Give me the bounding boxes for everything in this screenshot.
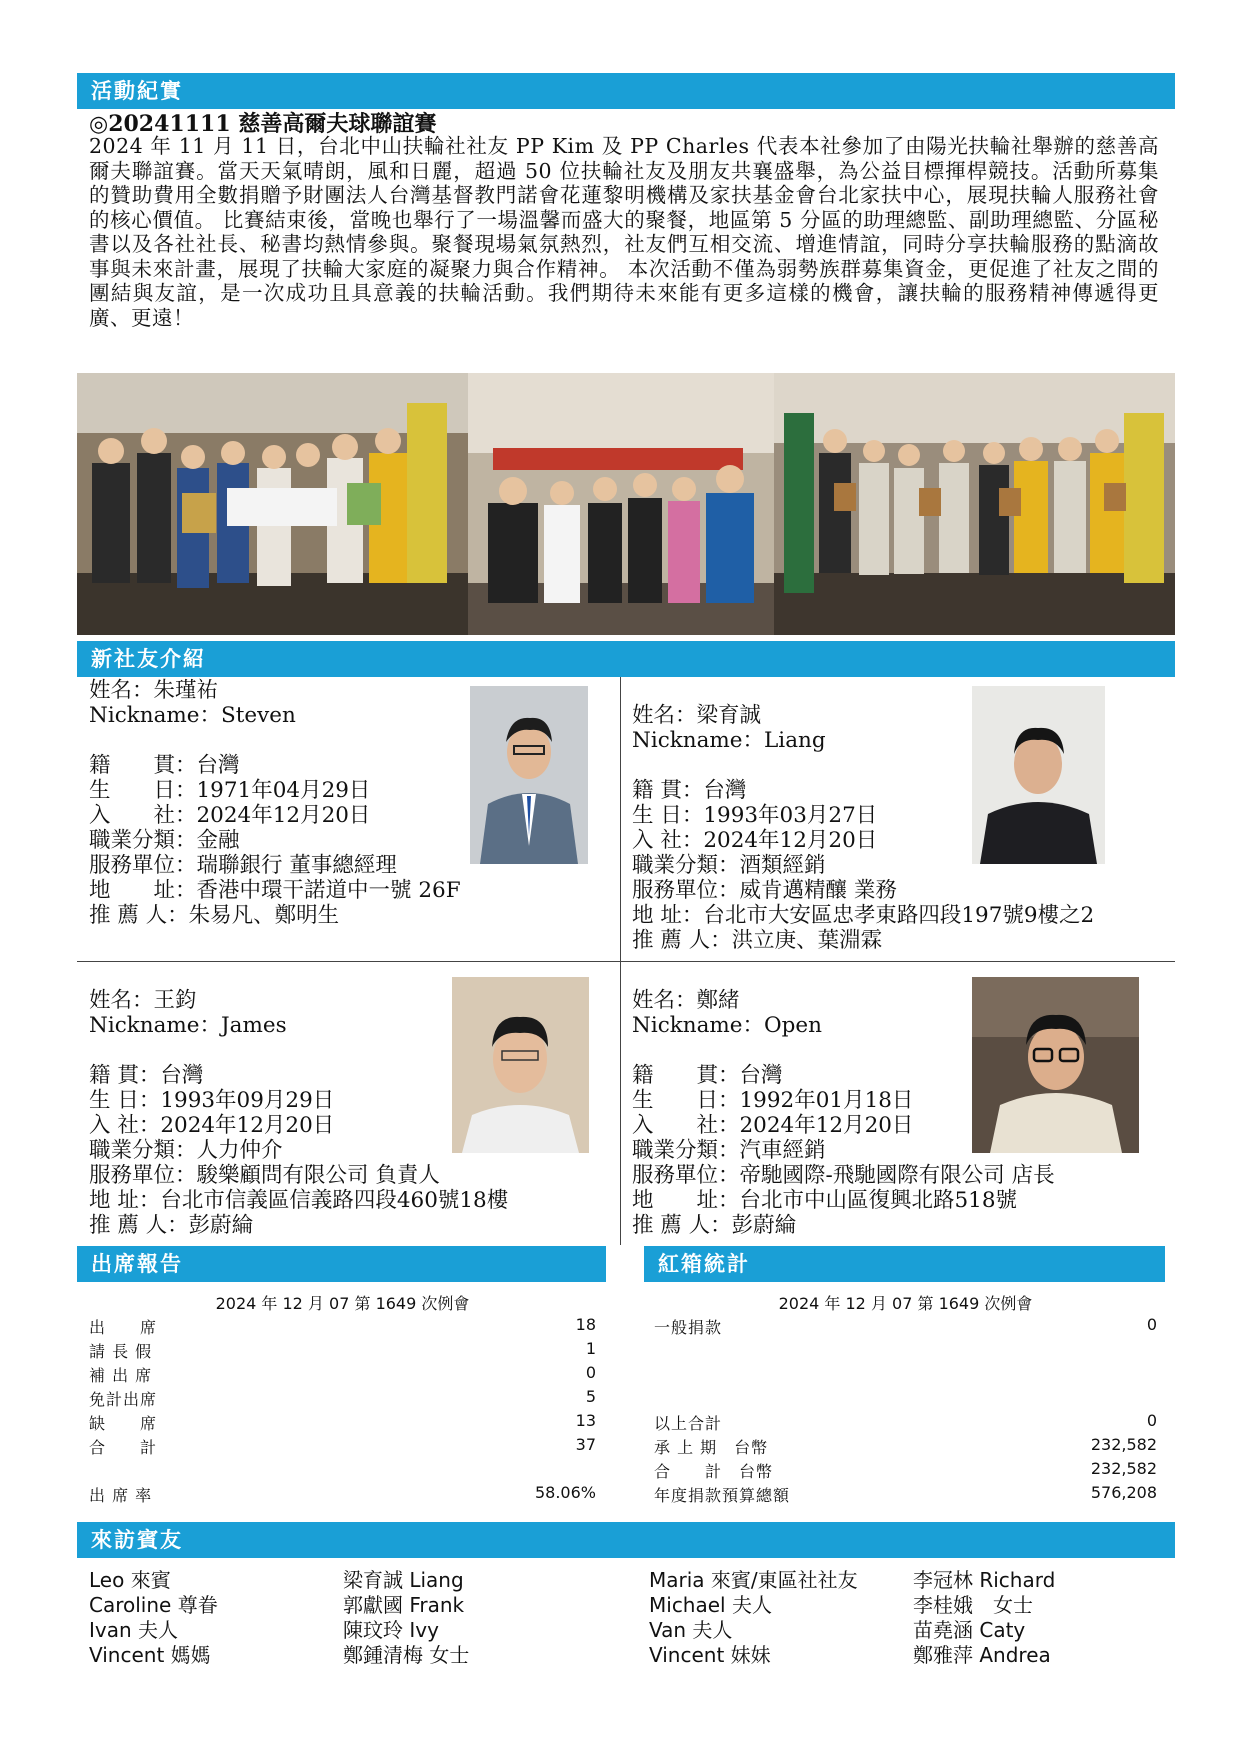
member-name: 姓名：王鈞 <box>89 988 197 1013</box>
member-birthday: 生 日：1993年09月29日 <box>89 1088 335 1113</box>
attendance-label: 缺 席 <box>89 1414 158 1433</box>
visitor-column-4 <box>913 1568 1055 1668</box>
article-body: 2024 年 11 月 11 日，台北中山扶輪社社友 PP Kim 及 PP Charles 代表本社參加了由陽光扶輪社舉辦的慈善高爾夫聯誼賽。當天天氣晴朗，風和日麗，超過 50 位扶輪社友及朋友共襄盛舉，為公益目標揮桿競技。活動所募集的贊助費用全數捐贈予財團法人台灣基督教門諾會花蓮黎明機構及家扶基金會台北家扶中心，展現扶輪人服務社會的核心價值。 比賽結束後，當晚也舉行了一場溫馨而盛大的聚餐，地區第 5 分區的助理總監、副助理總監、分區秘書以及各社社長、秘書均熱情參與。聚餐現場氣氛熱烈，社友們互相交流、增進情誼，同時分享扶輪服務的點滴故事與未來計畫，展現了扶輪大家庭的凝聚力與合作精神。 本次活動不僅為弱勢族群募集資金，更促進了社友之間的團結與友誼，是一次成功且具意義的扶輪活動。我們期待未來能有更多這樣的機會，讓扶輪的服務精神傳遞得更廣、更遠！ <box>89 134 1159 330</box>
member-category: 職業分類：汽車經銷 <box>632 1138 826 1163</box>
red-box-label: 合 計 台幣 <box>654 1462 774 1481</box>
red-box-label: 承 上 期 台幣 <box>654 1438 769 1457</box>
visitor-entry: 李桂娥 女士 <box>913 1593 1033 1617</box>
event-photo-strip <box>77 373 1175 635</box>
red-box-label: 年度捐款預算總額 <box>654 1486 791 1505</box>
member-nickname: Nickname：Steven <box>89 703 296 728</box>
member-join-date: 入 社：2024年12月20日 <box>89 1113 335 1138</box>
visitor-entry: 鄭鍾清梅 女士 <box>343 1643 470 1667</box>
attendance-value: 37 <box>575 1435 596 1454</box>
visitor-entry: 苗堯涵 Caty <box>913 1618 1026 1642</box>
attendance-label: 免計出席 <box>89 1390 158 1409</box>
member-address: 地 址：香港中環干諾道中一號 26F <box>89 878 461 903</box>
attendance-label: 請 長 假 <box>89 1342 153 1361</box>
member-category: 職業分類：金融 <box>89 828 240 853</box>
visitor-column-3 <box>649 1568 858 1668</box>
attendance-value: 0 <box>585 1363 596 1382</box>
member-category: 職業分類：酒類經銷 <box>632 853 826 878</box>
visitor-entry: Leo 來賓 <box>89 1568 171 1592</box>
attendance-rate-value: 58.06% <box>534 1483 596 1502</box>
attendance-label: 合 計 <box>89 1438 158 1457</box>
member-sponsor: 推 薦 人：彭蔚綸 <box>89 1213 254 1238</box>
attendance-rate-label: 出 席 率 <box>89 1486 153 1505</box>
member-join-date: 入 社：2024年12月20日 <box>89 803 371 828</box>
member-origin: 籍 貫：台灣 <box>632 1063 783 1088</box>
article-title: ◎20241111 慈善高爾夫球聯誼賽 <box>89 111 437 137</box>
visitor-entry: 陳玟玲 Ivy <box>343 1618 439 1642</box>
member-portrait-4 <box>972 977 1139 1153</box>
event-photo-3 <box>774 373 1175 635</box>
visitor-entry: 梁育誠 Liang <box>343 1568 464 1592</box>
member-card-1 <box>89 678 461 928</box>
member-grid-divider-horizontal <box>77 961 1175 962</box>
section-header-red-box: 紅箱統計 <box>644 1246 1165 1282</box>
member-sponsor: 推 薦 人：彭蔚綸 <box>632 1213 797 1238</box>
attendance-meeting-title: 2024 年 12 月 07 第 1649 次例會 <box>215 1294 470 1313</box>
visitor-entry: Maria 來賓/東區社社友 <box>649 1568 858 1592</box>
member-company: 服務單位：威肯邁精釀 業務 <box>632 878 897 903</box>
red-box-label: 以上合計 <box>654 1414 723 1433</box>
member-nickname: Nickname：James <box>89 1013 287 1038</box>
member-address: 地 址：台北市中山區復興北路518號 <box>632 1188 1018 1213</box>
visitor-entry: Vincent 妹妹 <box>649 1643 771 1667</box>
event-photo-1 <box>77 373 468 635</box>
member-name: 姓名：梁育誠 <box>632 703 762 728</box>
visitor-entry: Ivan 夫人 <box>89 1618 179 1642</box>
event-photo-2 <box>468 373 774 635</box>
visitor-entry: 鄭雅萍 Andrea <box>913 1643 1051 1667</box>
red-box-table <box>654 1291 1157 1511</box>
attendance-value: 13 <box>575 1411 596 1430</box>
attendance-value: 1 <box>585 1339 596 1358</box>
member-nickname: Nickname：Open <box>632 1013 822 1038</box>
member-origin: 籍 貫：台灣 <box>632 778 747 803</box>
member-address: 地 址：台北市信義區信義路四段460號18樓 <box>89 1188 509 1213</box>
member-company: 服務單位：帝馳國際-飛馳國際有限公司 店長 <box>632 1163 1055 1188</box>
section-header-attendance: 出席報告 <box>77 1246 606 1282</box>
member-category: 職業分類：人力仲介 <box>89 1138 283 1163</box>
member-company: 服務單位：駿樂顧問有限公司 負責人 <box>89 1163 440 1188</box>
visitor-entry: Vincent 媽媽 <box>89 1643 211 1667</box>
red-box-value: 232,582 <box>1090 1435 1157 1454</box>
red-box-label: 一般捐款 <box>654 1318 723 1337</box>
visitor-entry: 郭獻國 Frank <box>343 1593 465 1617</box>
attendance-value: 5 <box>585 1387 596 1406</box>
member-birthday: 生 日：1971年04月29日 <box>89 778 371 803</box>
member-address: 地 址：台北市大安區忠孝東路四段197號9樓之2 <box>632 903 1095 928</box>
section-header-new-members: 新社友介紹 <box>77 641 1175 677</box>
member-portrait-1 <box>470 686 588 864</box>
attendance-table <box>89 1291 596 1511</box>
red-box-value: 576,208 <box>1090 1483 1157 1502</box>
member-birthday: 生 日：1993年03月27日 <box>632 803 878 828</box>
section-header-activity: 活動紀實 <box>77 73 1175 109</box>
visitor-entry: Michael 夫人 <box>649 1593 772 1617</box>
red-box-meeting-title: 2024 年 12 月 07 第 1649 次例會 <box>778 1294 1033 1313</box>
member-company: 服務單位：瑞聯銀行 董事總經理 <box>89 853 397 878</box>
red-box-value: 0 <box>1146 1315 1157 1334</box>
member-origin: 籍 貫：台灣 <box>89 1063 204 1088</box>
member-sponsor: 推 薦 人：洪立庚、葉淵霖 <box>632 928 883 953</box>
member-name: 姓名：鄭緒 <box>632 988 740 1013</box>
member-portrait-3 <box>452 977 589 1153</box>
visitor-entry: 李冠林 Richard <box>913 1568 1056 1592</box>
member-join-date: 入 社：2024年12月20日 <box>632 1113 914 1138</box>
member-nickname: Nickname：Liang <box>632 728 826 753</box>
member-origin: 籍 貫：台灣 <box>89 753 240 778</box>
visitor-column-2 <box>343 1568 469 1668</box>
member-portrait-2 <box>972 686 1105 864</box>
red-box-value: 0 <box>1146 1411 1157 1430</box>
member-card-3 <box>89 988 508 1238</box>
member-name: 姓名：朱瑾祐 <box>89 678 219 703</box>
attendance-label: 出 席 <box>89 1318 158 1337</box>
visitor-column-1 <box>89 1568 218 1668</box>
section-header-visitors: 來訪賓友 <box>77 1522 1175 1558</box>
attendance-label: 補 出 席 <box>89 1366 153 1385</box>
attendance-value: 18 <box>575 1315 596 1334</box>
visitor-entry: Van 夫人 <box>649 1618 733 1642</box>
member-birthday: 生 日：1992年01月18日 <box>632 1088 914 1113</box>
visitor-entry: Caroline 尊眷 <box>89 1593 218 1617</box>
red-box-value: 232,582 <box>1090 1459 1157 1478</box>
member-join-date: 入 社：2024年12月20日 <box>632 828 878 853</box>
member-sponsor: 推 薦 人：朱易凡、鄭明生 <box>89 903 340 928</box>
